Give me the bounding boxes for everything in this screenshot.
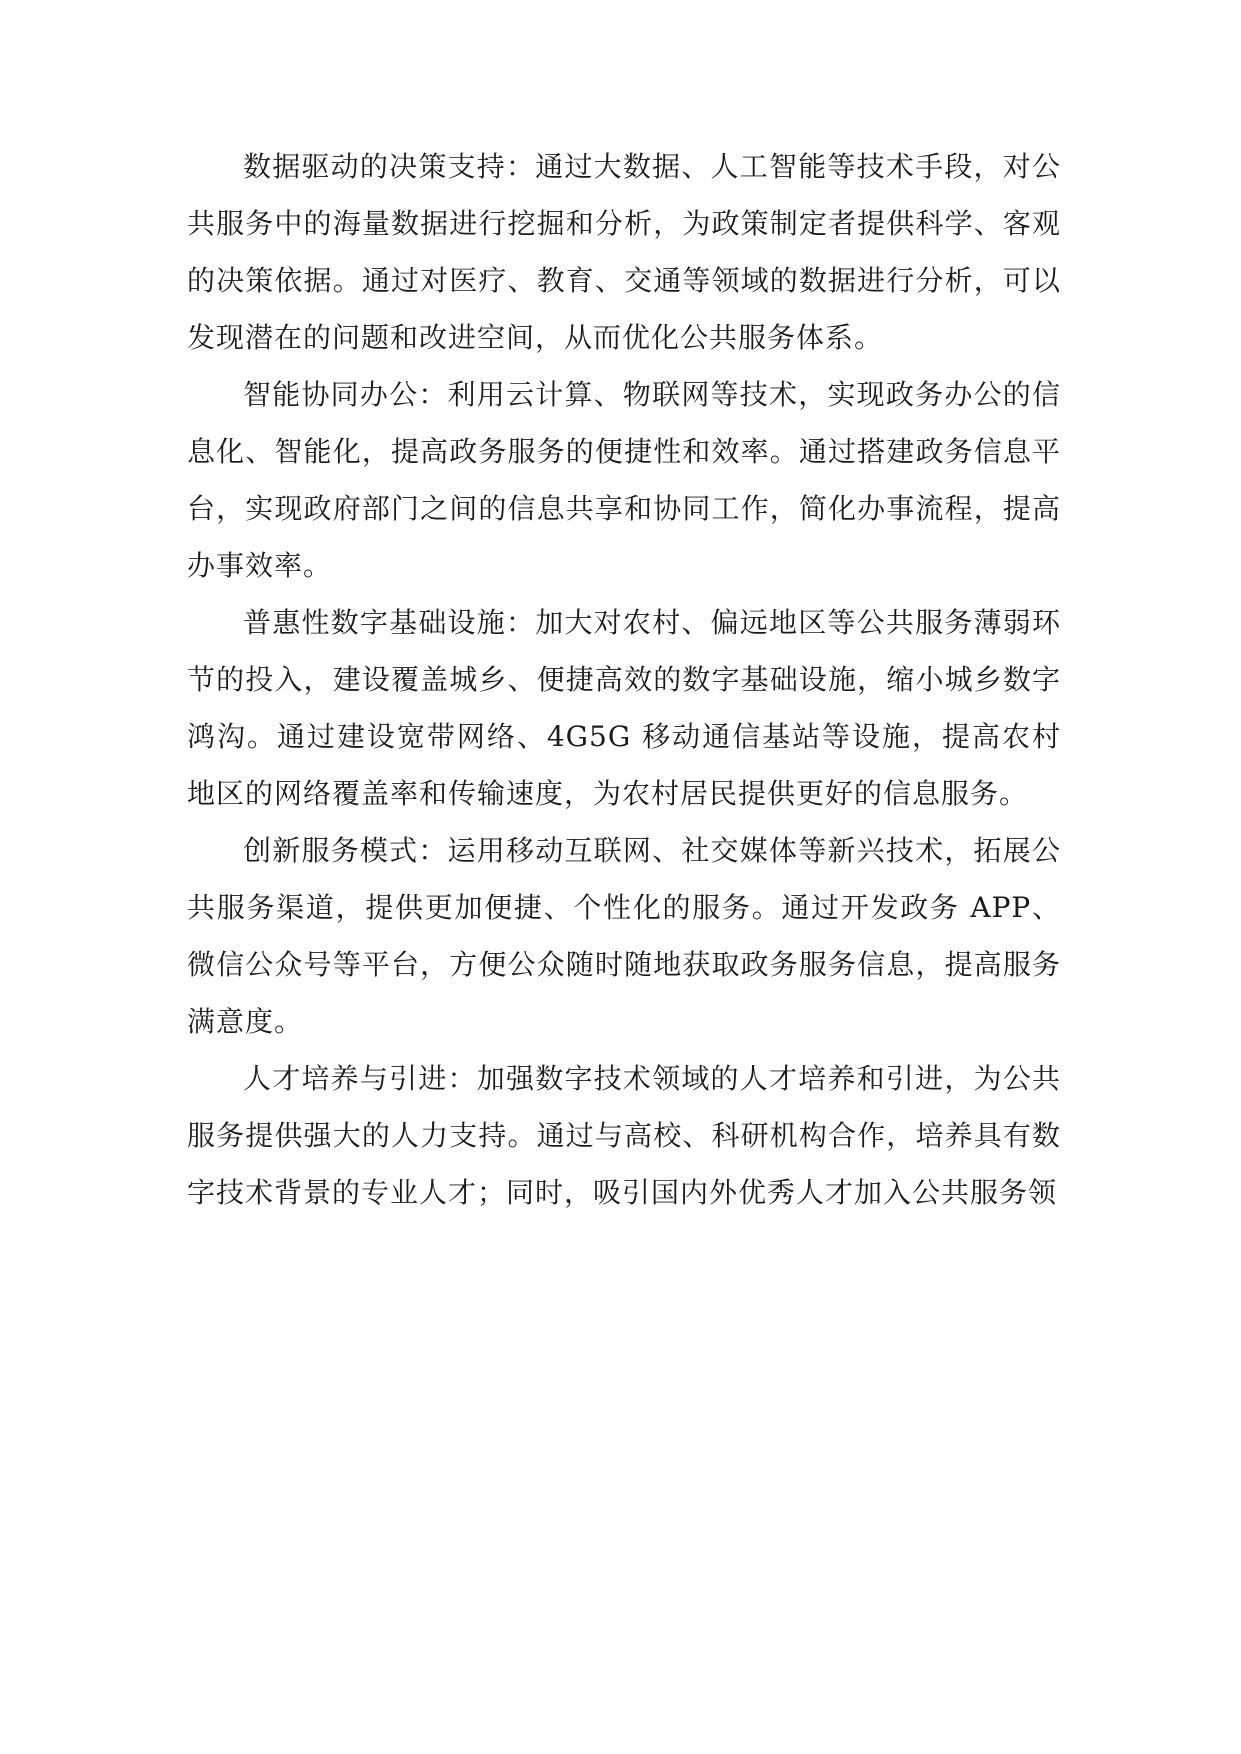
- paragraph-smart-collaborative-office: 智能协同办公：利用云计算、物联网等技术，实现政务办公的信息化、智能化，提高政务服务的便捷性和效率。通过搭建政务信息平台，实现政府部门之间的信息共享和协同工作，简化办事流程，提高办事效率。: [187, 378, 1061, 582]
- body-text: [187, 138, 1061, 1221]
- paragraph-inclusive-digital-infrastructure: 普惠性数字基础设施：加大对农村、偏远地区等公共服务薄弱环节的投入，建设覆盖城乡、便捷高效的数字基础设施，缩小城乡数字鸿沟。通过建设宽带网络、4G5G 移动通信基站等设施，提高农村地区的网络覆盖率和传输速度，为农村居民提供更好的信息服务。: [187, 606, 1061, 810]
- paragraph-innovative-service-model: 创新服务模式：运用移动互联网、社交媒体等新兴技术，拓展公共服务渠道，提供更加便捷、个性化的服务。通过开发政务 APP、微信公众号等平台，方便公众随时随地获取政务服务信息，提高服务满意度。: [187, 834, 1061, 1038]
- paragraph-talent-cultivation: 人才培养与引进：加强数字技术领域的人才培养和引进，为公共服务提供强大的人力支持。通过与高校、科研机构合作，培养具有数字技术背景的专业人才；同时，吸引国内外优秀人才加入公共服务领: [187, 1062, 1061, 1209]
- paragraph-data-driven-decision: 数据驱动的决策支持：通过大数据、人工智能等技术手段，对公共服务中的海量数据进行挖掘和分析，为政策制定者提供科学、客观的决策依据。通过对医疗、教育、交通等领域的数据进行分析，可以发现潜在的问题和改进空间，从而优化公共服务体系。: [187, 150, 1061, 354]
